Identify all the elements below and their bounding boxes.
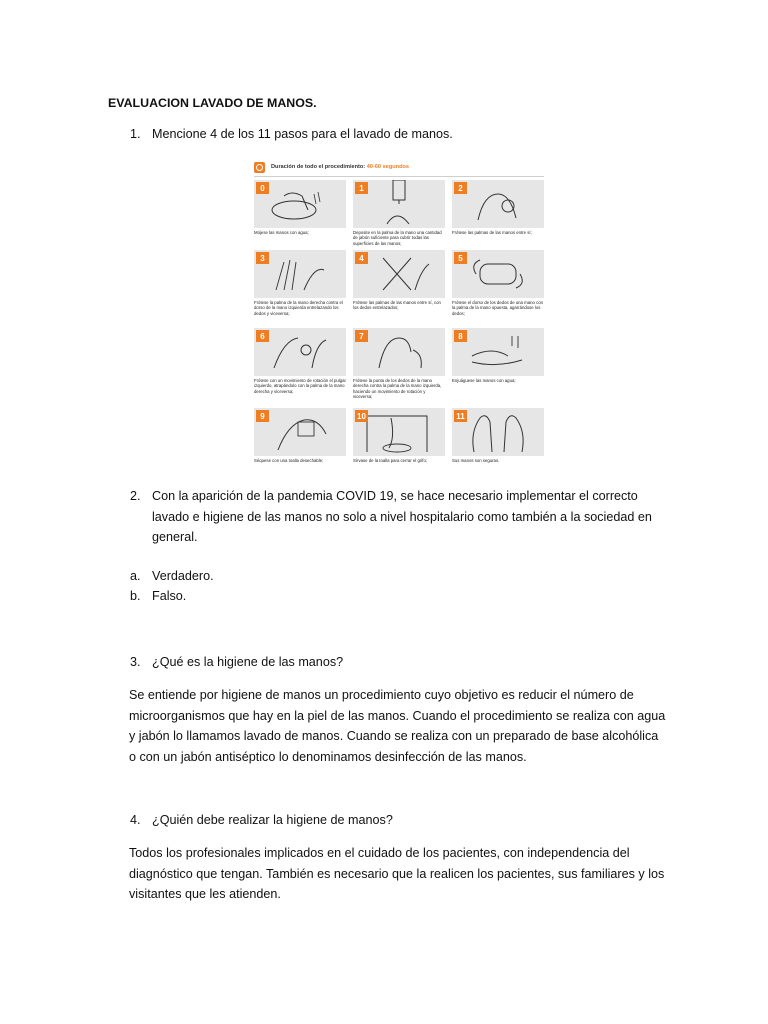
step-1	[353, 180, 445, 246]
step-caption: Sírvase de la toalla para cerrar el grifo;	[353, 458, 428, 463]
rinse-hands-icon	[452, 328, 544, 376]
step-caption: Mójese las manos con agua;	[254, 230, 309, 235]
figure-divider	[254, 176, 544, 177]
fingers-interlaced-icon	[353, 250, 445, 298]
answer-3-line: microorganismos que hay en la piel de las manos. Cuando el procedimiento se realiza con agua	[129, 708, 666, 723]
answer-3-line: Se entiende por higiene de manos un procedimiento cuyo objetivo es reducir el número de	[129, 688, 634, 702]
step-10	[353, 408, 445, 463]
question-2-line: Con la aparición de la pandemia COVID 19, se hace necesario implementar el correcto	[152, 489, 638, 503]
question-2-text	[152, 486, 712, 548]
answer-4-line: diagnóstico que tengan. También es necesario que la realicen los pacientes, sus familiares y los	[129, 866, 665, 881]
question-4-text: ¿Quién debe realizar la higiene de manos?	[152, 813, 393, 827]
question-1-number: 1.	[130, 127, 141, 141]
fingertips-rotation-icon	[353, 328, 445, 376]
answer-3-line: y jabón lo llamamos lavado de manos. Cuando se realiza con un preparado de base alcohólica	[129, 729, 659, 743]
option-b-letter: b.	[130, 589, 141, 603]
palms-rubbing-icon	[452, 180, 544, 228]
step-2	[452, 180, 544, 235]
step-number-badge: 9	[256, 410, 269, 422]
answer-3-paragraph	[129, 685, 719, 767]
hands-under-water-icon	[254, 180, 346, 228]
step-9	[254, 408, 346, 463]
step-6	[254, 328, 346, 394]
clock-icon	[254, 162, 265, 173]
step-11	[452, 408, 544, 463]
thumb-rotation-icon	[254, 328, 346, 376]
step-caption: Deposite en la palma de la mano una cantidad de jabón suficiente para cubrir todas las superficies de las manos;	[353, 230, 442, 246]
step-5	[452, 250, 544, 316]
step-number-badge: 1	[355, 182, 368, 194]
step-3	[254, 250, 346, 316]
towel-dry-icon	[254, 408, 346, 456]
answer-4-paragraph	[129, 843, 719, 905]
step-number-badge: 10	[355, 410, 368, 422]
handwashing-steps-figure	[248, 156, 546, 468]
step-8	[452, 328, 544, 383]
step-0	[254, 180, 346, 235]
step-number-badge: 8	[454, 330, 467, 342]
step-number-badge: 11	[454, 410, 467, 422]
clean-hands-icon	[452, 408, 544, 456]
step-number-badge: 4	[355, 252, 368, 264]
option-b-text: Falso.	[152, 589, 187, 603]
step-number-badge: 2	[454, 182, 467, 194]
step-7	[353, 328, 445, 400]
step-caption: Frótese las palmas de las manos entre sí, con los dedos entrelazados;	[353, 300, 441, 311]
answer-4-line: Todos los profesionales implicados en el cuidado de los pacientes, con independencia del	[129, 846, 630, 860]
question-3-number: 3.	[130, 655, 141, 669]
step-number-badge: 7	[355, 330, 368, 342]
close-tap-icon	[353, 408, 445, 456]
figure-title	[271, 164, 409, 170]
palm-over-back-icon	[254, 250, 346, 298]
step-caption: Frótese la punta de los dedos de la mano derecha contra la palma de la mano izquierda, haciendo un movimiento de rotación y viceversa;	[353, 378, 442, 400]
step-caption: Enjuáguese las manos con agua;	[452, 378, 516, 383]
step-number-badge: 3	[256, 252, 269, 264]
question-2-line: lavado e higiene de las manos no solo a nivel hospitalario como también a la sociedad en	[152, 509, 652, 524]
question-2-number: 2.	[130, 489, 141, 503]
figure-title-duration: 40-60 segundos	[366, 164, 410, 170]
answer-3-line: o con un jabón antiséptico lo denominamos desinfección de las manos.	[129, 749, 527, 764]
document-title: EVALUACION LAVADO DE MANOS.	[108, 96, 317, 110]
step-number-badge: 6	[256, 330, 269, 342]
question-4-number: 4.	[130, 813, 141, 827]
question-1-text: Mencione 4 de los 11 pasos para el lavado de manos.	[152, 127, 453, 141]
question-2-line: general.	[152, 530, 198, 544]
step-caption: Séquese con una toalla desechable;	[254, 458, 324, 463]
step-number-badge: 5	[454, 252, 467, 264]
figure-header	[254, 160, 409, 174]
step-caption: Frótese con un movimiento de rotación el pulgar izquierdo, atrapándolo con la palma de la mano derecha y viceversa;	[254, 378, 346, 394]
finger-backs-icon	[452, 250, 544, 298]
step-number-badge: 0	[256, 182, 269, 194]
option-a-letter: a.	[130, 569, 141, 583]
answer-4-line: visitantes que les atienden.	[129, 887, 281, 901]
step-caption: Sus manos son seguras.	[452, 458, 500, 463]
question-3-text: ¿Qué es la higiene de las manos?	[152, 655, 344, 669]
soap-dispenser-icon	[353, 180, 445, 228]
step-4	[353, 250, 445, 311]
step-caption: Frótese el dorso de los dedos de una mano con la palma de la mano opuesta, agarrándose los dedos;	[452, 300, 544, 316]
step-caption: Frótese las palmas de las manos entre sí;	[452, 230, 532, 235]
option-a-text: Verdadero.	[152, 569, 214, 583]
figure-title-prefix: Duración de todo el procedimiento:	[271, 164, 366, 170]
step-caption: Frótese la palma de la mano derecha contra el dorso de la mano izquierda entrelazando los dedos y viceversa;	[254, 300, 343, 316]
